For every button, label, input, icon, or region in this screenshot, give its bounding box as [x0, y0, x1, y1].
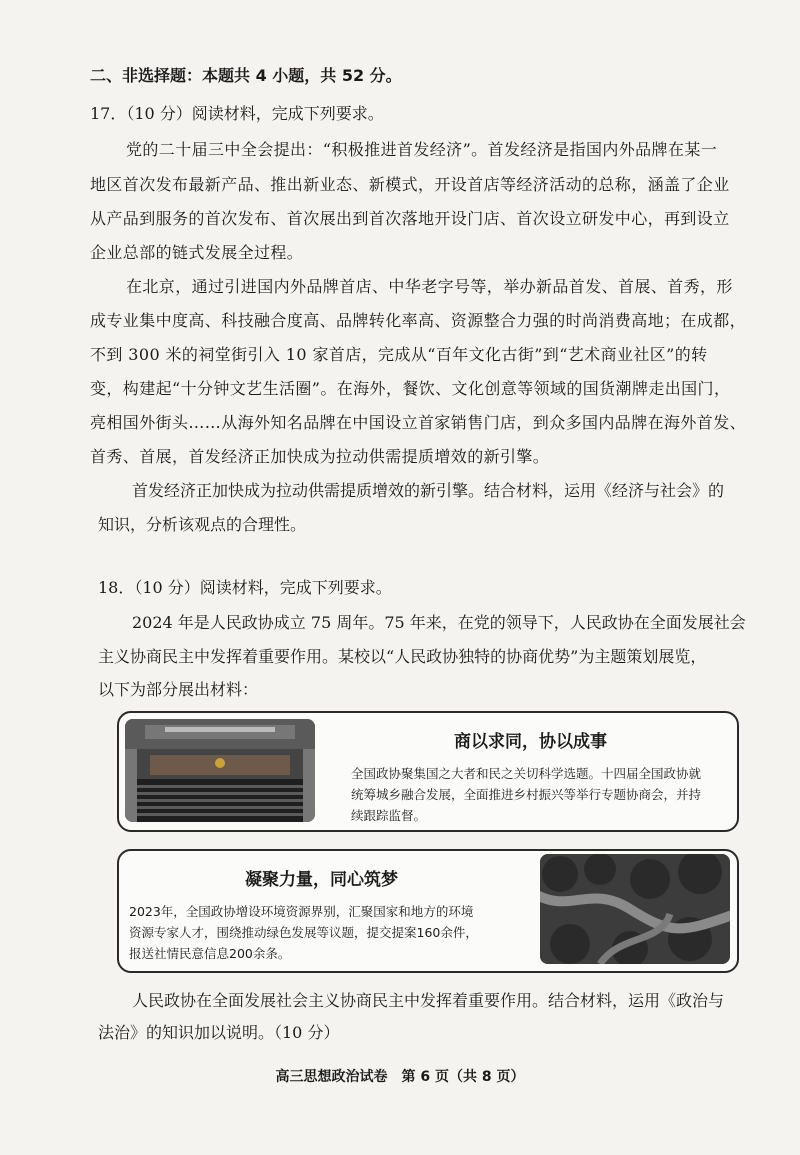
section-title: 二、非选择题：本题共 4 小题，共 52 分。 [90, 66, 402, 85]
q17-question-line: 首发经济正加快成为拉动供需提质增效的新引擎。结合材料，运用《经济与社会》的 [132, 481, 725, 500]
q18-para1-line: 以下为部分展出材料： [98, 680, 259, 699]
q17-para1-line: 党的二十届三中全会提出：“积极推进首发经济”。首发经济是指国内外品牌在某一 [126, 140, 718, 159]
q17-para2-line: 不到 300 米的祠堂街引入 10 家首店，完成从“百年文化古街”到“艺术商业社区”的转 [90, 345, 708, 364]
q18-header: 18．（10 分）阅读材料，完成下列要求。 [98, 578, 392, 597]
exhibit-2-text-line: 报送社情民意信息200余条。 [129, 946, 291, 961]
q17-para1-line: 地区首次发布最新产品、推出新业态、新模式，开设首店等经济活动的总称，涵盖了企业 [90, 175, 730, 194]
exhibit-2-text-line: 2023年，全国政协增设环境资源界别，汇聚国家和地方的环境 [129, 904, 474, 919]
q18-para1-line: 2024 年是人民政协成立 75 周年。75 年来，在党的领导下，人民政协在全面发展社会 [132, 613, 746, 632]
exhibit-1-title: 商以求同，协以成事 [454, 732, 607, 752]
q17-para1-line: 企业总部的链式发展全过程。 [90, 243, 304, 262]
river-landscape-photo [540, 854, 730, 964]
q18-para1-line: 主义协商民主中发挥着重要作用。某校以“人民政协独特的协商优势”为主题策划展览， [98, 647, 707, 666]
exhibit-1-text-line: 全国政协聚集国之大者和民之关切科学选题。十四届全国政协就 [351, 766, 702, 781]
q18-question-line: 人民政协在全面发展社会主义协商民主中发挥着重要作用。结合材料，运用《政治与 [132, 991, 725, 1010]
q17-para2-line: 成专业集中度高、科技融合度高、品牌转化率高、资源整合力强的时尚消费高地；在成都， [90, 311, 747, 330]
q17-header: 17．（10 分）阅读材料，完成下列要求。 [90, 104, 384, 123]
q17-para2-line: 亮相国外街头……从海外知名品牌在中国设立首家销售门店，到众多国内品牌在海外首发、 [90, 413, 747, 432]
exhibit-2-title: 凝聚力量，同心筑梦 [245, 870, 398, 890]
page-footer: 高三思想政治试卷 第 6 页（共 8 页） [275, 1069, 525, 1085]
exhibit-1-text-line: 续跟踪监督。 [351, 808, 427, 823]
exhibit-2-text-line: 资源专家人才，围绕推动绿色发展等议题，提交提案160余件， [129, 925, 478, 940]
q17-para2-line: 首秀、首展，首发经济正加快成为拉动供需提质增效的新引擎。 [90, 447, 550, 466]
exhibit-1-text-line: 统筹城乡融合发展，全面推进乡村振兴等举行专题协商会，并持 [351, 787, 702, 802]
q17-para2-line: 在北京，通过引进国内外品牌首店、中华老字号等，举办新品首发、首展、首秀，形 [126, 277, 733, 296]
exhibit-card-2 [117, 849, 739, 973]
exhibit-card-1 [117, 711, 739, 832]
cppcc-hall-photo [125, 719, 315, 822]
q17-para1-line: 从产品到服务的首次发布、首次展出到首次落地开设门店、首次设立研发中心，再到设立 [90, 209, 730, 228]
q17-question-line: 知识，分析该观点的合理性。 [98, 515, 307, 534]
q18-question-line: 法治》的知识加以说明。（10 分） [98, 1023, 340, 1042]
q17-para2-line: 变，构建起“十分钟文艺生活圈”。在海外，餐饮、文化创意等领域的国货潮牌走出国门， [90, 379, 731, 398]
